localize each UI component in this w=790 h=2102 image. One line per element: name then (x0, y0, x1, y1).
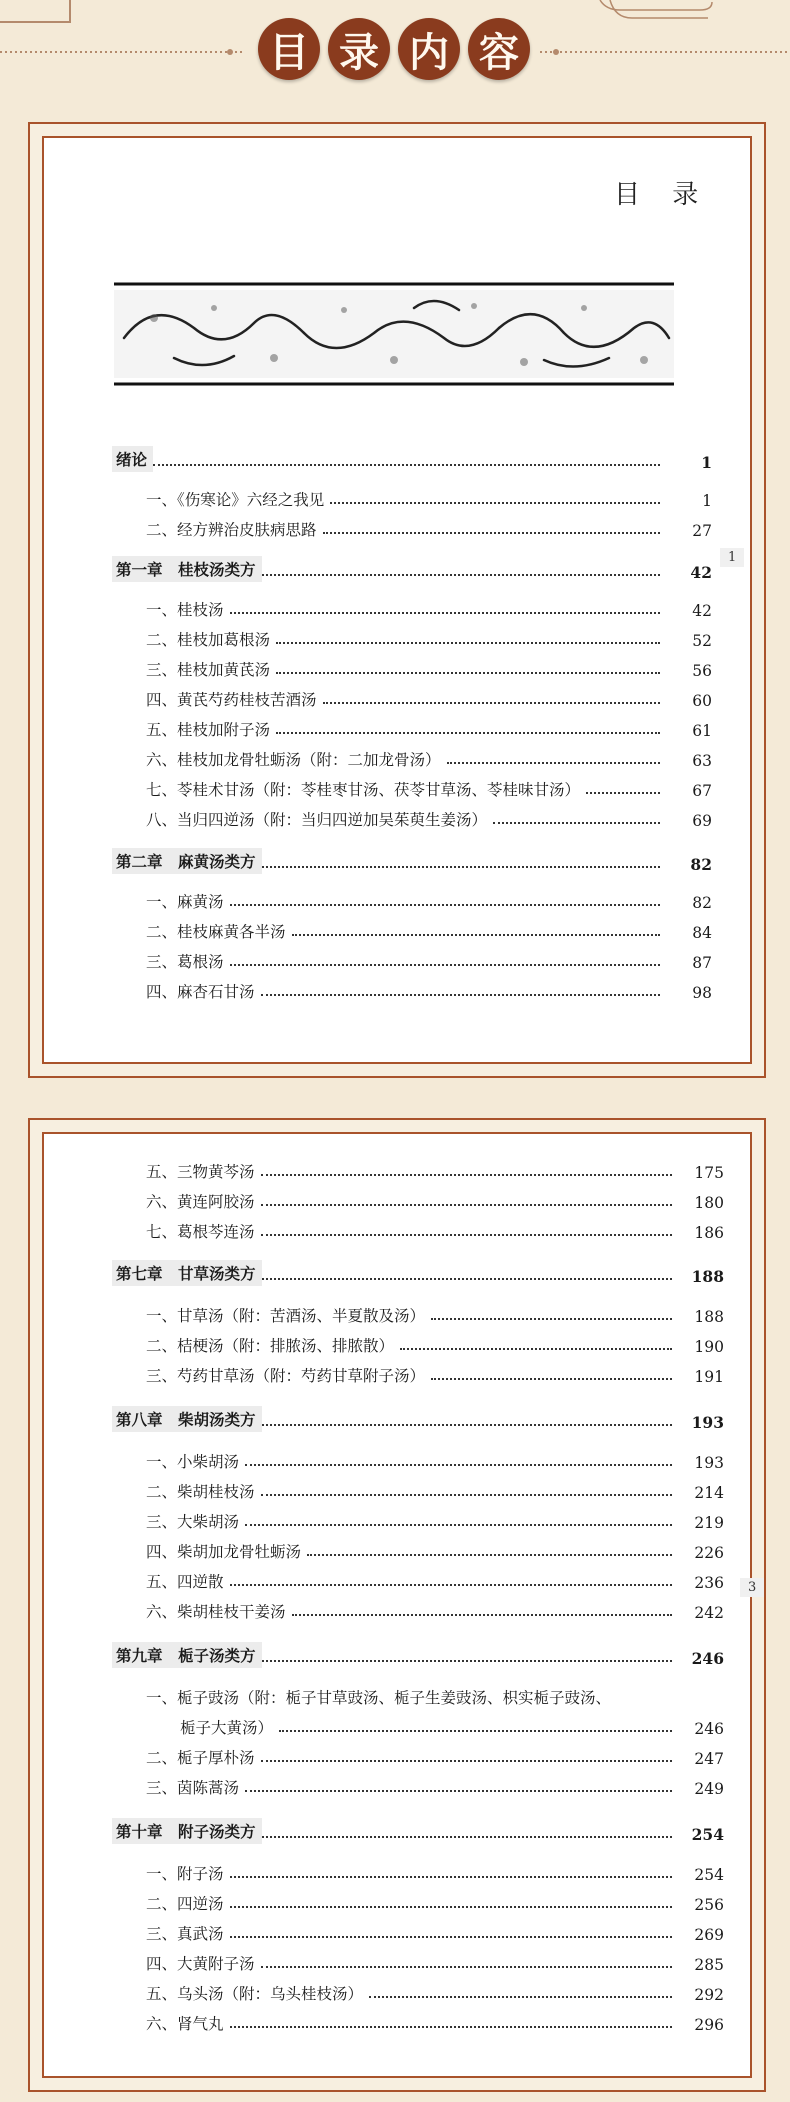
toc-page-2 (42, 1132, 757, 2078)
toc-entry-row[interactable]: 五、桂枝加附子汤 61 (146, 721, 712, 740)
toc-entry-row[interactable]: 四、黄芪芍药桂枝苦酒汤 60 (146, 691, 712, 710)
toc-entry-row[interactable]: 三、桂枝加黄芪汤 56 (146, 661, 712, 680)
side-page-number: 3 (740, 1578, 764, 1597)
toc-entry-row[interactable]: 四、柴胡加龙骨牡蛎汤 226 (146, 1543, 724, 1562)
toc-list-2 (112, 1156, 724, 2076)
toc-entry-row[interactable]: 三、葛根汤 87 (146, 953, 712, 972)
toc-entry-row[interactable]: 二、四逆汤 256 (146, 1895, 724, 1914)
title-char: 录 (328, 18, 390, 80)
toc-entry-row[interactable]: 二、桂枝加葛根汤 52 (146, 631, 712, 650)
decorative-banner-image (114, 278, 674, 390)
toc-entry-row[interactable]: 七、葛根芩连汤 186 (146, 1223, 724, 1242)
toc-entry-row[interactable]: 三、真武汤 269 (146, 1925, 724, 1944)
toc-page-frame-2 (28, 1118, 766, 2092)
toc-entry-row[interactable]: 一、麻黄汤 82 (146, 893, 712, 912)
toc-chapter-row[interactable]: 第二章 麻黄汤类方 82 (112, 848, 712, 874)
toc-entry-row[interactable]: 一、栀子豉汤（附：栀子甘草豉汤、栀子生姜豉汤、枳实栀子豉汤、 (146, 1689, 612, 1707)
toc-entry-row[interactable]: 一、《伤寒论》六经之我见 1 (146, 491, 712, 510)
toc-entry-row[interactable]: 六、肾气丸 296 (146, 2015, 724, 2034)
toc-entry-row[interactable]: 六、桂枝加龙骨牡蛎汤（附：二加龙骨汤） 63 (146, 751, 712, 770)
toc-chapter-row[interactable]: 第七章 甘草汤类方 188 (112, 1260, 724, 1286)
toc-chapter-row[interactable]: 绪论 1 (112, 446, 712, 472)
toc-entry-row[interactable]: 六、柴胡桂枝干姜汤 242 (146, 1603, 724, 1622)
toc-entry-row[interactable]: 六、黄连阿胶汤 180 (146, 1193, 724, 1212)
toc-entry-row[interactable]: 一、附子汤 254 (146, 1865, 724, 1884)
toc-entry-row[interactable]: 一、小柴胡汤 193 (146, 1453, 724, 1472)
toc-chapter-row[interactable]: 第一章 桂枝汤类方 42 (112, 556, 712, 582)
toc-list-1 (112, 446, 712, 1046)
toc-entry-row[interactable]: 三、茵陈蒿汤 249 (146, 1779, 724, 1798)
toc-heading: 目 录 (614, 180, 711, 210)
title-char: 目 (258, 18, 320, 80)
toc-chapter-row[interactable]: 第九章 栀子汤类方 246 (112, 1642, 724, 1668)
toc-page-1 (42, 136, 752, 1064)
toc-entry-row[interactable]: 二、经方辨治皮肤病思路 27 (146, 521, 712, 540)
toc-page-frame-1 (28, 122, 766, 1078)
toc-entry-row[interactable]: 二、柴胡桂枝汤 214 (146, 1483, 724, 1502)
toc-chapter-row[interactable]: 第八章 柴胡汤类方 193 (112, 1406, 724, 1432)
toc-entry-row[interactable]: 二、栀子厚朴汤 247 (146, 1749, 724, 1768)
toc-entry-row[interactable]: 五、四逆散 236 (146, 1573, 724, 1592)
toc-entry-row[interactable]: 五、三物黄芩汤 175 (146, 1163, 724, 1182)
toc-entry-row[interactable]: 二、桂枝麻黄各半汤 84 (146, 923, 712, 942)
toc-entry-row[interactable]: 四、大黄附子汤 285 (146, 1955, 724, 1974)
toc-chapter-row[interactable]: 第十章 附子汤类方 254 (112, 1818, 724, 1844)
title-char: 容 (468, 18, 530, 80)
section-title (258, 18, 530, 80)
side-page-number: 1 (720, 548, 744, 567)
toc-entry-row[interactable]: 八、当归四逆汤（附：当归四逆加吴茱萸生姜汤） 69 (146, 811, 712, 830)
toc-entry-row[interactable]: 一、甘草汤（附：苦酒汤、半夏散及汤） 188 (146, 1307, 724, 1326)
toc-entry-row[interactable]: 七、苓桂术甘汤（附：苓桂枣甘汤、茯苓甘草汤、苓桂味甘汤） 67 (146, 781, 712, 800)
title-char: 内 (398, 18, 460, 80)
toc-entry-row[interactable]: 三、芍药甘草汤（附：芍药甘草附子汤） 191 (146, 1367, 724, 1386)
toc-entry-row[interactable]: 五、乌头汤（附：乌头桂枝汤） 292 (146, 1985, 724, 2004)
toc-entry-row[interactable]: 一、桂枝汤 42 (146, 601, 712, 620)
toc-entry-row[interactable]: 三、大柴胡汤 219 (146, 1513, 724, 1532)
toc-entry-continuation[interactable]: 栀子大黄汤） 246 (180, 1719, 724, 1738)
toc-entry-row[interactable]: 四、麻杏石甘汤 98 (146, 983, 712, 1002)
toc-entry-row[interactable]: 二、桔梗汤（附：排脓汤、排脓散） 190 (146, 1337, 724, 1356)
